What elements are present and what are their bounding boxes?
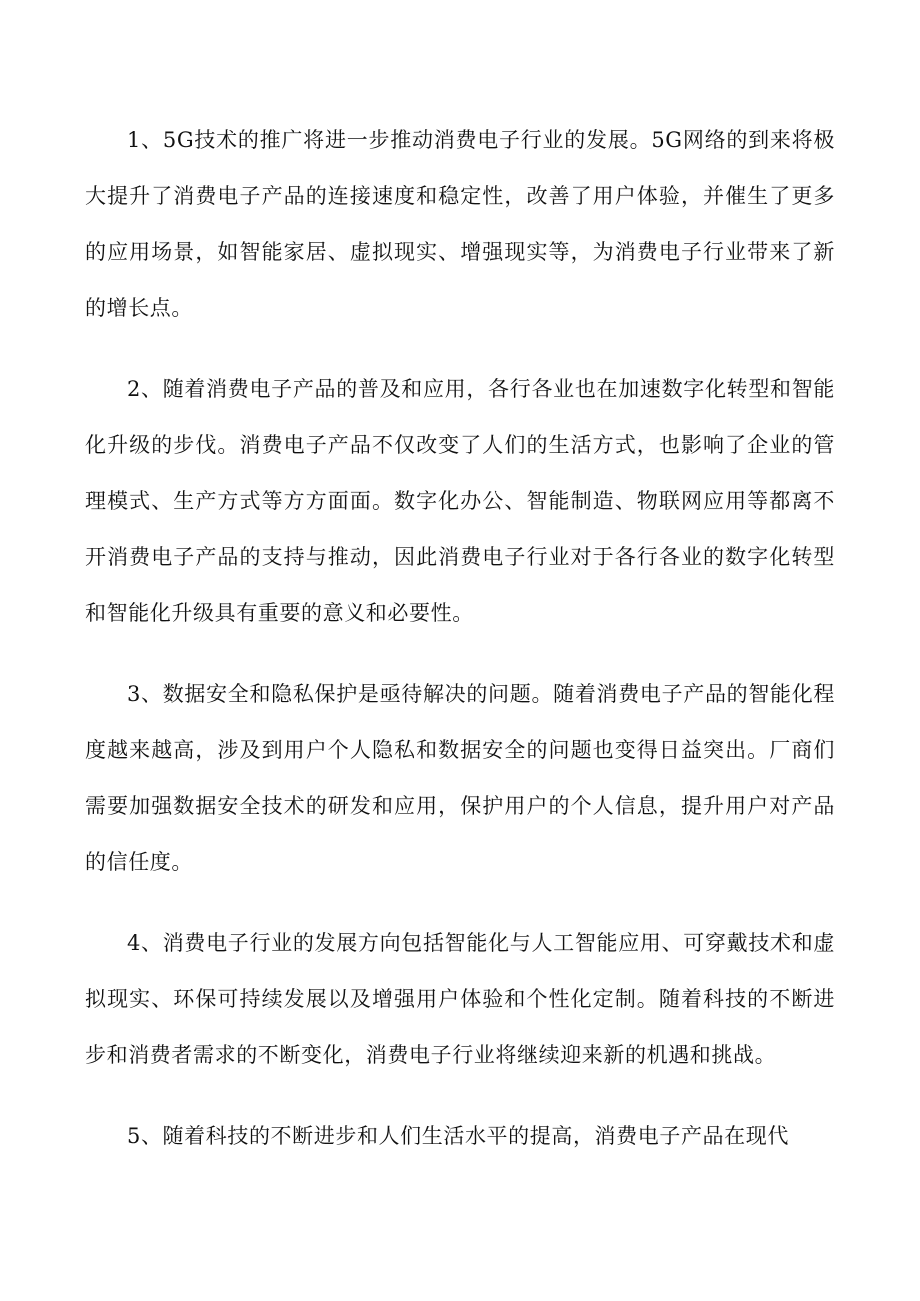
document-body [85,112,835,1189]
paragraph-3: 3、数据安全和隐私保护是亟待解决的问题。随着消费电子产品的智能化程度越来越高，涉及到用户个人隐私和数据安全的问题也变得日益突出。厂商们需要加强数据安全技术的研发和应用，保护用户的个人信息，提升用户对产品的信任度。 [85,682,835,874]
paragraph-1: 1、5G技术的推广将进一步推动消费电子行业的发展。5G网络的到来将极大提升了消费电子产品的连接速度和稳定性，改善了用户体验，并催生了更多的应用场景，如智能家居、虚拟现实、增强现实等，为消费电子行业带来了新的增长点。 [85,128,835,320]
paragraph-4: 4、消费电子行业的发展方向包括智能化与人工智能应用、可穿戴技术和虚拟现实、环保可持续发展以及增强用户体验和个性化定制。随着科技的不断进步和消费者需求的不断变化，消费电子行业将继续迎来新的机遇和挑战。 [85,931,835,1067]
paragraph-5: 5、随着科技的不断进步和人们生活水平的提高，消费电子产品在现代 [127,1124,789,1148]
paragraph-2: 2、随着消费电子产品的普及和应用，各行各业也在加速数字化转型和智能化升级的步伐。消费电子产品不仅改变了人们的生活方式，也影响了企业的管理模式、生产方式等方方面面。数字化办公、智能制造、物联网应用等都离不开消费电子产品的支持与推动，因此消费电子行业对于各行各业的数字化转型和智能化升级具有重要的意义和必要性。 [85,377,835,625]
